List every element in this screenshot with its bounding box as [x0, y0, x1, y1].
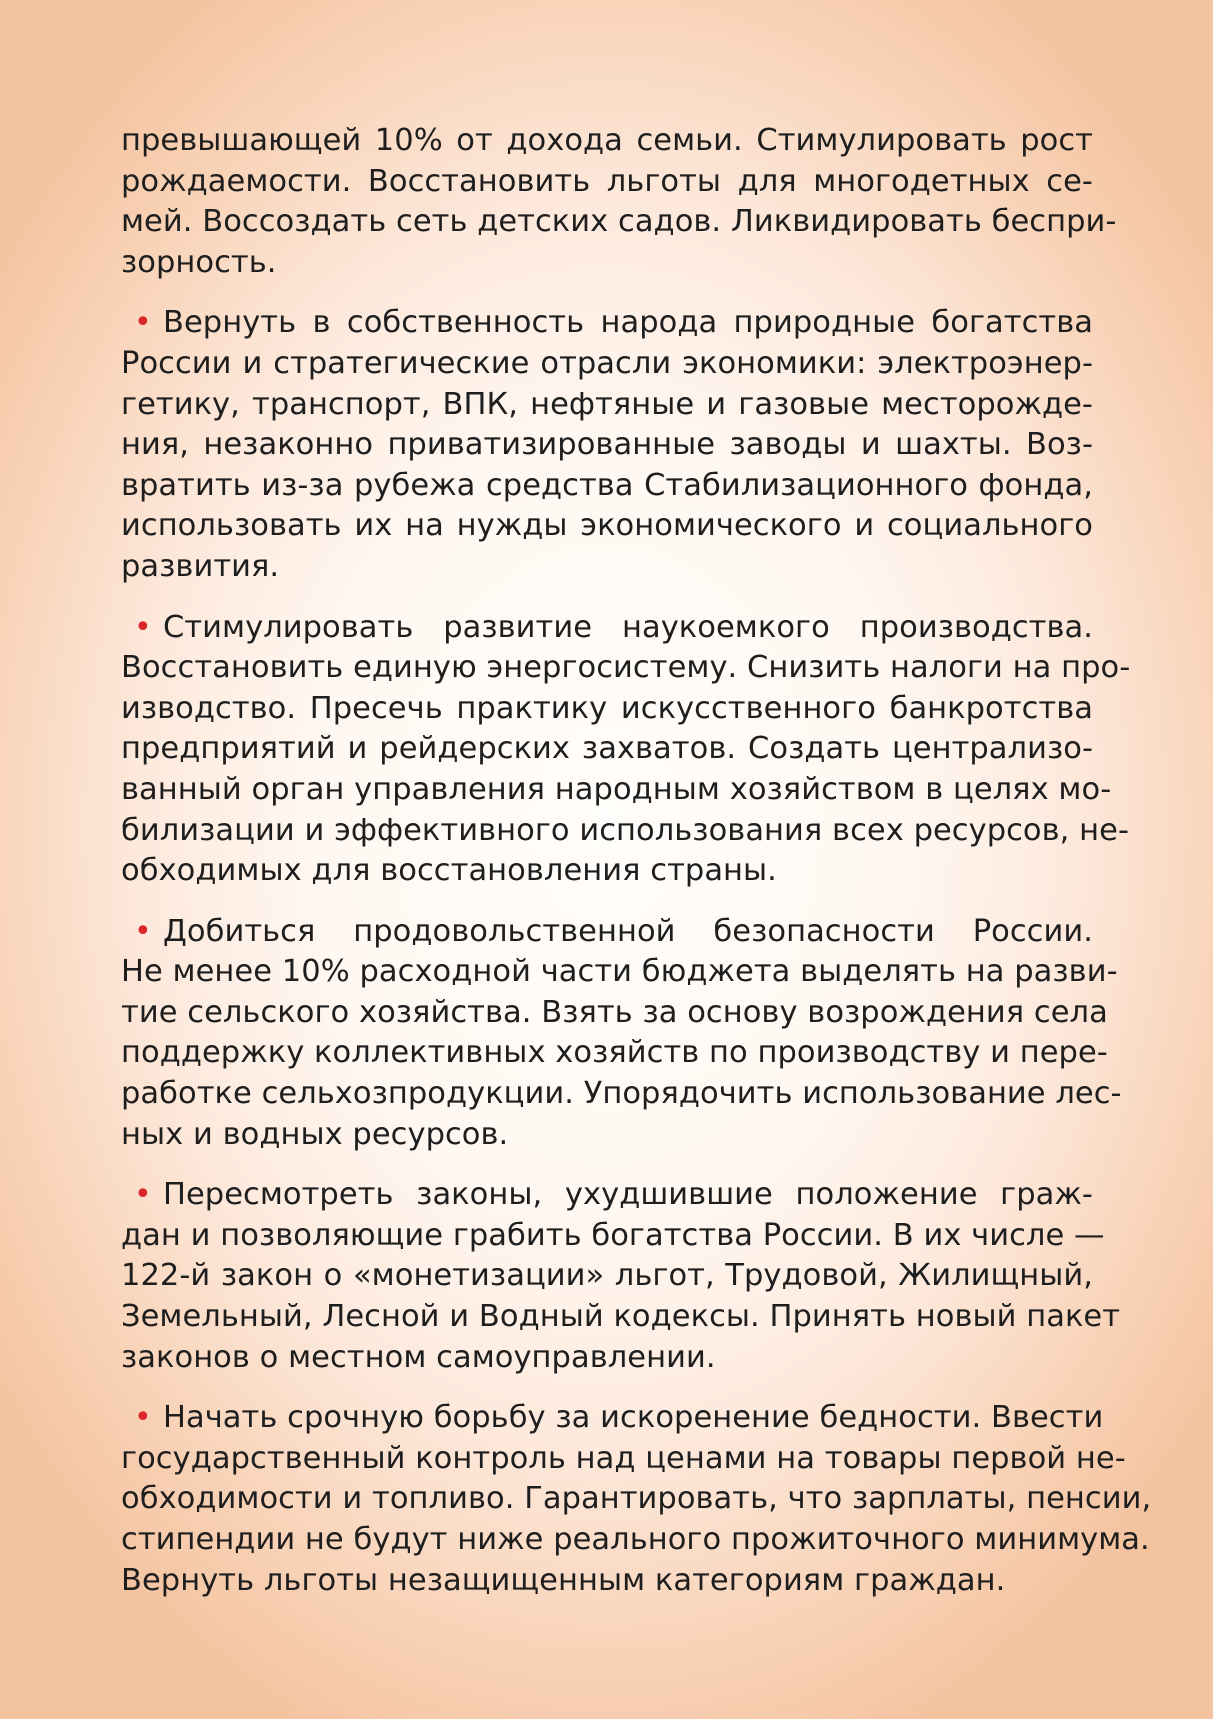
bullet-dot-icon: •	[134, 305, 152, 341]
text-line: обходимых для восстановления страны.	[121, 853, 777, 889]
bullet-paragraph	[121, 608, 1131, 892]
text-line: ных и водных ресурсов.	[121, 1116, 509, 1152]
text-line: тие сельского хозяйства. Взять за основу возрождения села	[121, 994, 1108, 1030]
text-line	[121, 1398, 1104, 1439]
text-line: предприятий и рейдерских захватов. Создать централизо-	[121, 731, 1093, 767]
text-line: государственный контроль над ценами на товары первой не-	[121, 1440, 1126, 1476]
text-line-content: Пересмотреть законы, ухудшившие положение граж-	[163, 1177, 1093, 1213]
text-line	[121, 303, 1093, 344]
text-line: работке сельхозпродукции. Упорядочить использование лес-	[121, 1076, 1122, 1112]
text-line-content: Стимулировать развитие наукоемкого производства.	[163, 609, 1093, 645]
continuation-paragraph	[121, 121, 1117, 283]
bullet-dot-icon: •	[134, 1400, 152, 1436]
bullet-dot-icon: •	[134, 1177, 152, 1213]
text-line: стипендии не будут ниже реального прожиточного минимума.	[121, 1522, 1150, 1557]
text-line: поддержку коллективных хозяйств по производству и пере-	[121, 1035, 1108, 1071]
bullet-paragraph	[121, 1398, 1152, 1601]
bullet-paragraph	[121, 303, 1093, 587]
text-line: вратить из-за рубежа средства Стабилизационного фонда,	[121, 467, 1093, 503]
text-line: Восстановить единую энергосистему. Снизить налоги на про-	[121, 650, 1131, 686]
text-line: Не менее 10% расходной части бюджета выделять на разви-	[121, 954, 1118, 990]
text-line: дан и позволяющие грабить богатства России. В их числе —	[121, 1217, 1105, 1253]
text-line: законов о местном самоуправлении.	[121, 1339, 716, 1375]
text-line-content: Добиться продовольственной безопасности России.	[163, 913, 1093, 949]
text-line: Вернуть льготы незащищенным категориям граждан.	[121, 1562, 1006, 1598]
text-line	[121, 912, 1093, 953]
document-body	[121, 121, 1152, 1621]
bullet-paragraph	[121, 1175, 1121, 1378]
text-line: превышающей 10% от дохода семьи. Стимулировать рост	[121, 123, 1093, 158]
bullet-dot-icon: •	[134, 913, 152, 949]
text-line	[121, 608, 1093, 649]
text-line-content: Начать срочную борьбу за искоренение бедности. Ввести	[163, 1400, 1104, 1436]
text-line: использовать их на нужды экономического и социального	[121, 508, 1093, 544]
text-line: обходимости и топливо. Гарантировать, что зарплаты, пенсии,	[121, 1481, 1152, 1517]
text-line: билизации и эффективного использования всех ресурсов, не-	[121, 812, 1130, 848]
text-line: России и стратегические отрасли экономики: электроэнер-	[121, 345, 1093, 381]
text-line: ния, незаконно приватизированные заводы и шахты. Воз-	[121, 427, 1093, 463]
text-line: гетику, транспорт, ВПК, нефтяные и газовые месторожде-	[121, 386, 1093, 422]
text-line: Земельный, Лесной и Водный кодексы. Принять новый пакет	[121, 1299, 1121, 1335]
text-line: изводство. Пресечь практику искусственного банкротства	[121, 690, 1093, 726]
text-line: рождаемости. Восстановить льготы для многодетных се-	[121, 163, 1093, 199]
text-line: ванный орган управления народным хозяйством в целях мо-	[121, 771, 1112, 807]
text-line: зорность.	[121, 244, 277, 280]
text-line: мей. Воссоздать сеть детских садов. Ликвидировать беспри-	[121, 204, 1117, 240]
bullet-paragraph	[121, 912, 1122, 1156]
bullet-dot-icon: •	[134, 609, 152, 645]
text-line: 122-й закон о «монетизации» льгот, Трудовой, Жилищный,	[121, 1258, 1093, 1294]
text-line: развития.	[121, 548, 280, 584]
text-line-content: Вернуть в собственность народа природные богатства	[163, 305, 1093, 341]
text-line	[121, 1175, 1093, 1216]
